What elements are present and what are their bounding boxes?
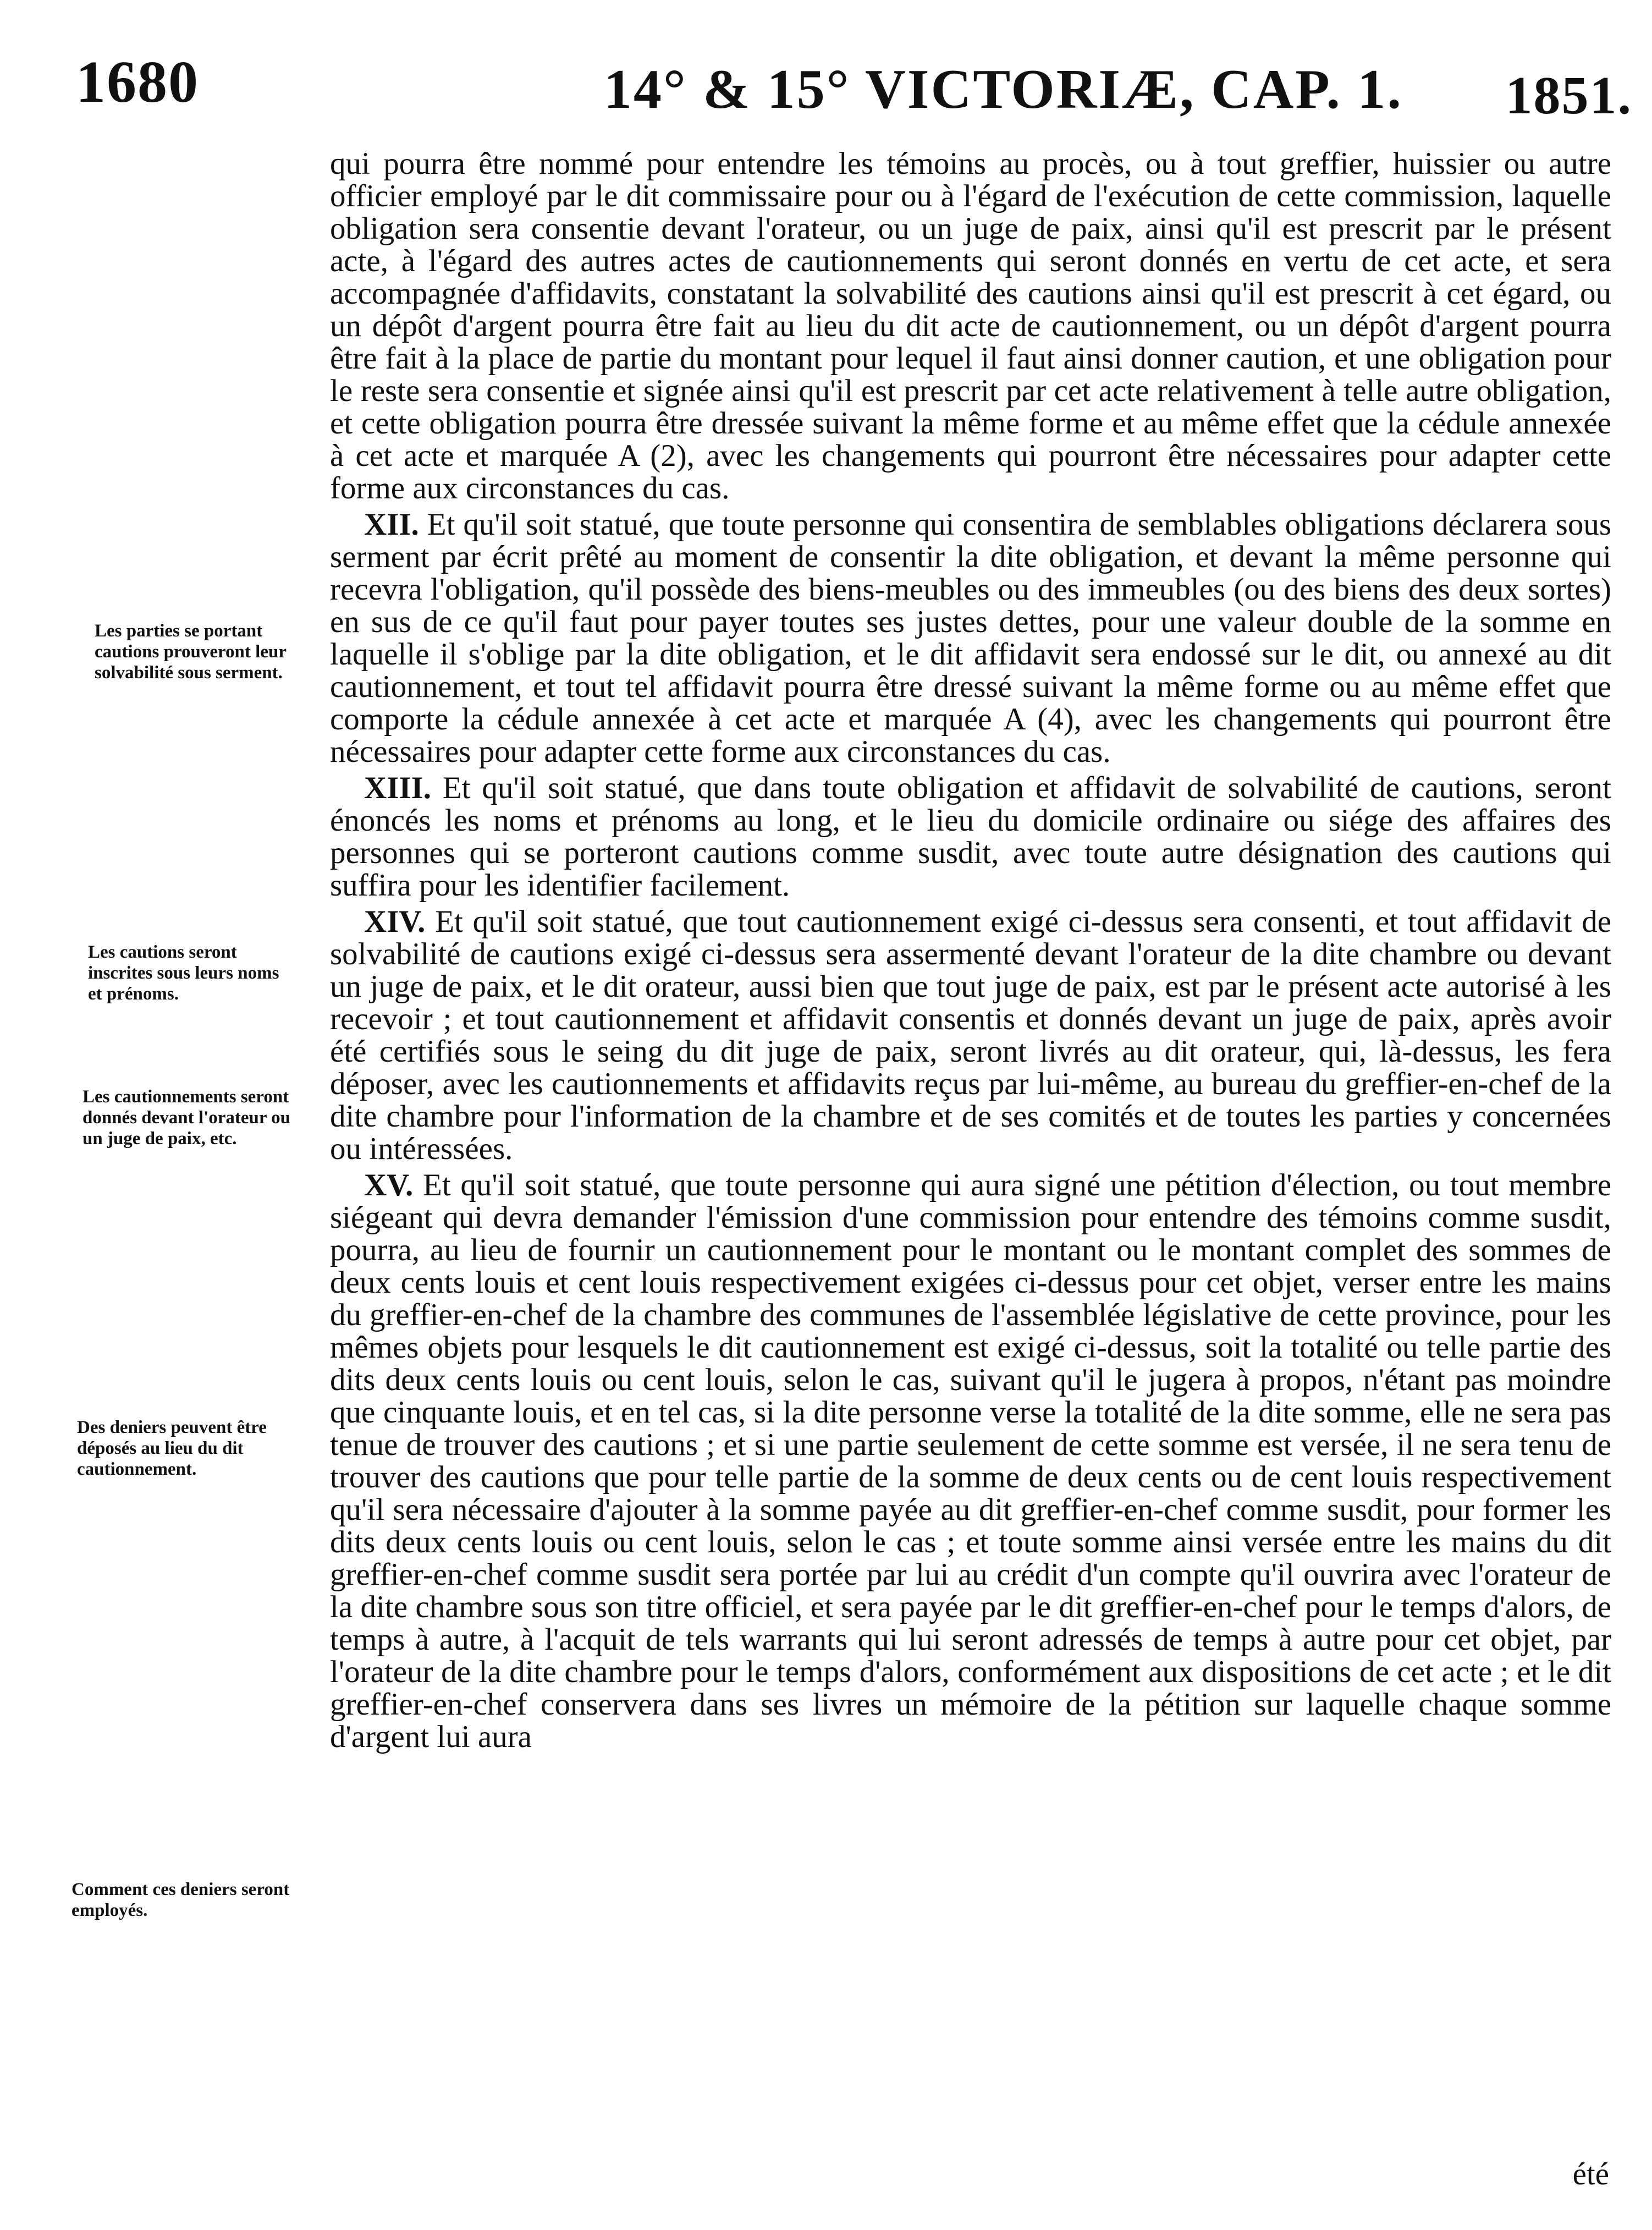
section-text: Et qu'il soit statué, que toute personne qui aura signé une pétition d'élection, ou tout membre siégeant qui devra demander l'émission d'une commission pour entendre des témoins comme susdit, pourra, au lieu de fournir un cautionnement pour le montant ou le montant complet des sommes de deux cents louis et cent louis respectivement exigées ci-dessus pour cet objet, verser entre les mains du greffier-en-chef de la chambre des communes de l'assemblée législative de cette province, pour les mêmes objets pour lesquels le dit cautionnement est exigé ci-dessus, soit la totalité ou telle partie des dits deux cents louis ou cent louis, selon le cas, suivant qu'il le jugera à propos, n'étant pas moindre que cinquante louis, et en tel cas, si la dite personne verse la totalité de la dite somme, elle ne sera pas tenue de trouver des cautions ; et si une partie seulement de cette somme est versée, il ne sera tenu de trouver des cautions que pour telle partie de la somme de deux cents ou de cent louis respectivement qu'il sera nécessaire d'ajouter à la somme payée au dit greffier-en-chef comme susdit, pour former les dits deux cents louis ou cent louis, selon le cas ; et toute somme ainsi versée entre les mains du dit greffier-en-chef comme susdit sera portée par lui au crédit d'un compte qu'il ouvrira avec l'orateur de la dite chambre sous son titre officiel, et sera payée par le dit greffier-en-chef pour le temps d'alors, de temps à autre, à l'acquit de tels warrants qui lui seront adressés de temps à autre pour cet objet, par l'orateur de la dite chambre pour le temps d'alors, conformément aux dispositions de cet acte ; et le dit greffier-en-chef conservera dans ses livres un mémoire de la pétition sur laquelle chaque somme d'argent lui aura bbox=[330, 1168, 1612, 1754]
section-number: XIII. bbox=[364, 771, 431, 805]
margin-note-before-speaker: Les cautionnements seront donnés devant l'orateur ou un juge de paix, etc. bbox=[82, 1087, 291, 1149]
section-number: XII. bbox=[364, 507, 419, 542]
margin-note-use-of-money: Comment ces deniers seront employés. bbox=[71, 1880, 290, 1920]
margin-note-deposit: Des deniers peuvent être déposés au lieu du dit cautionnement. bbox=[77, 1418, 267, 1479]
section-number: XV. bbox=[364, 1168, 414, 1202]
running-title: 14° & 15° VICTORIÆ, CAP. 1. bbox=[604, 58, 1403, 120]
main-text bbox=[330, 147, 1611, 1753]
continuation-paragraph: qui pourra être nommé pour entendre les témoins au procès, ou à tout greffier, huissier ou autre officier employé par le dit commissaire pour ou à l'égard de l'exécution de cette commission, laquelle obligation sera consentie devant l'orateur, ou un juge de paix, ainsi qu'il est prescrit par le présent acte, à l'égard des autres actes de cautionnements qui seront donnés en vertu de cet acte, et sera accompagnée d'affidavits, constatant la solvabilité des cautions ainsi qu'il est prescrit à cet égard, ou un dépôt d'argent pourra être fait au lieu du dit acte de cautionnement, ou un dépôt d'argent pourra être fait à la place de partie du montant pour lequel il faut ainsi donner caution, et une obligation pour le reste sera consentie et signée ainsi qu'il est prescrit par cet acte relativement à telle autre obligation, et cette obligation pourra être dressée suivant la même forme et au même effet que la cédule annexée à cet acte et marquée A (2), avec les changements qui pourront être nécessaires pour adapter cette forme aux circonstances du cas. bbox=[330, 146, 1611, 506]
section-text: Et qu'il soit statué, que toute personne qui consentira de semblables obligations déclarera sous serment par écrit prêté au moment de consentir la dite obligation, et devant la même personne qui recevra l'obligation, qu'il possède des biens-meubles ou des immeubles (ou des biens des deux sortes) en sus de ce qu'il faut pour payer toutes ses justes dettes, pour une valeur double de la somme en laquelle il s'oblige par la dite obligation, et le dit affidavit sera endossé sur le dit, ou annexé au dit cautionnement, et tout tel affidavit pourra être dressé suivant la même forme ou au même effet que comporte la cédule annexée à cet acte et marquée A (4), avec les changements qui pourront être nécessaires pour adapter cette forme aux circonstances du cas. bbox=[330, 507, 1612, 769]
section-xiii bbox=[330, 772, 1611, 902]
catchword: été bbox=[1572, 2157, 1609, 2191]
section-xv bbox=[330, 1169, 1611, 1753]
margin-note-names: Les cautions seront inscrites sous leurs noms et prénoms. bbox=[88, 942, 279, 1004]
section-xiv bbox=[330, 905, 1611, 1165]
section-text: Et qu'il soit statué, que dans toute obligation et affidavit de solvabilité de cautions, seront énoncés les noms et prénoms au long, et le lieu du domicile ordinaire ou siége des affaires des personnes qui se porteront cautions comme susdit, avec toute autre désignation des cautions qui suffira pour les identifier facilement. bbox=[330, 771, 1612, 903]
year: 1851. bbox=[1505, 66, 1632, 125]
section-number: XIV. bbox=[364, 904, 426, 939]
page-header bbox=[76, 48, 1632, 125]
section-xii bbox=[330, 508, 1611, 768]
section-text: Et qu'il soit statué, que tout cautionnement exigé ci-dessus sera consenti, et tout affidavit de solvabilité de cautions exigé ci-dessus sera assermenté devant l'orateur de la dite chambre ou devant un juge de paix, et le dit orateur, aussi bien que tout juge de paix, est par le présent acte autorisé à les recevoir ; et tout cautionnement et affidavit consentis et donnés devant un juge de paix, après avoir été certifiés sous le seing du dit juge de paix, seront livrés au dit orateur, qui, là-dessus, les fera déposer, avec les cautionnements et affidavits reçus par lui-même, au bureau du greffier-en-chef de la dite chambre pour l'information de la chambre et de ses comités et de toutes les parties y concernées ou intéressées. bbox=[330, 904, 1612, 1166]
margin-note-solvency: Les parties se portant cautions prouveront leur solvabilité sous serment. bbox=[95, 621, 287, 683]
page-number: 1680 bbox=[76, 50, 199, 115]
